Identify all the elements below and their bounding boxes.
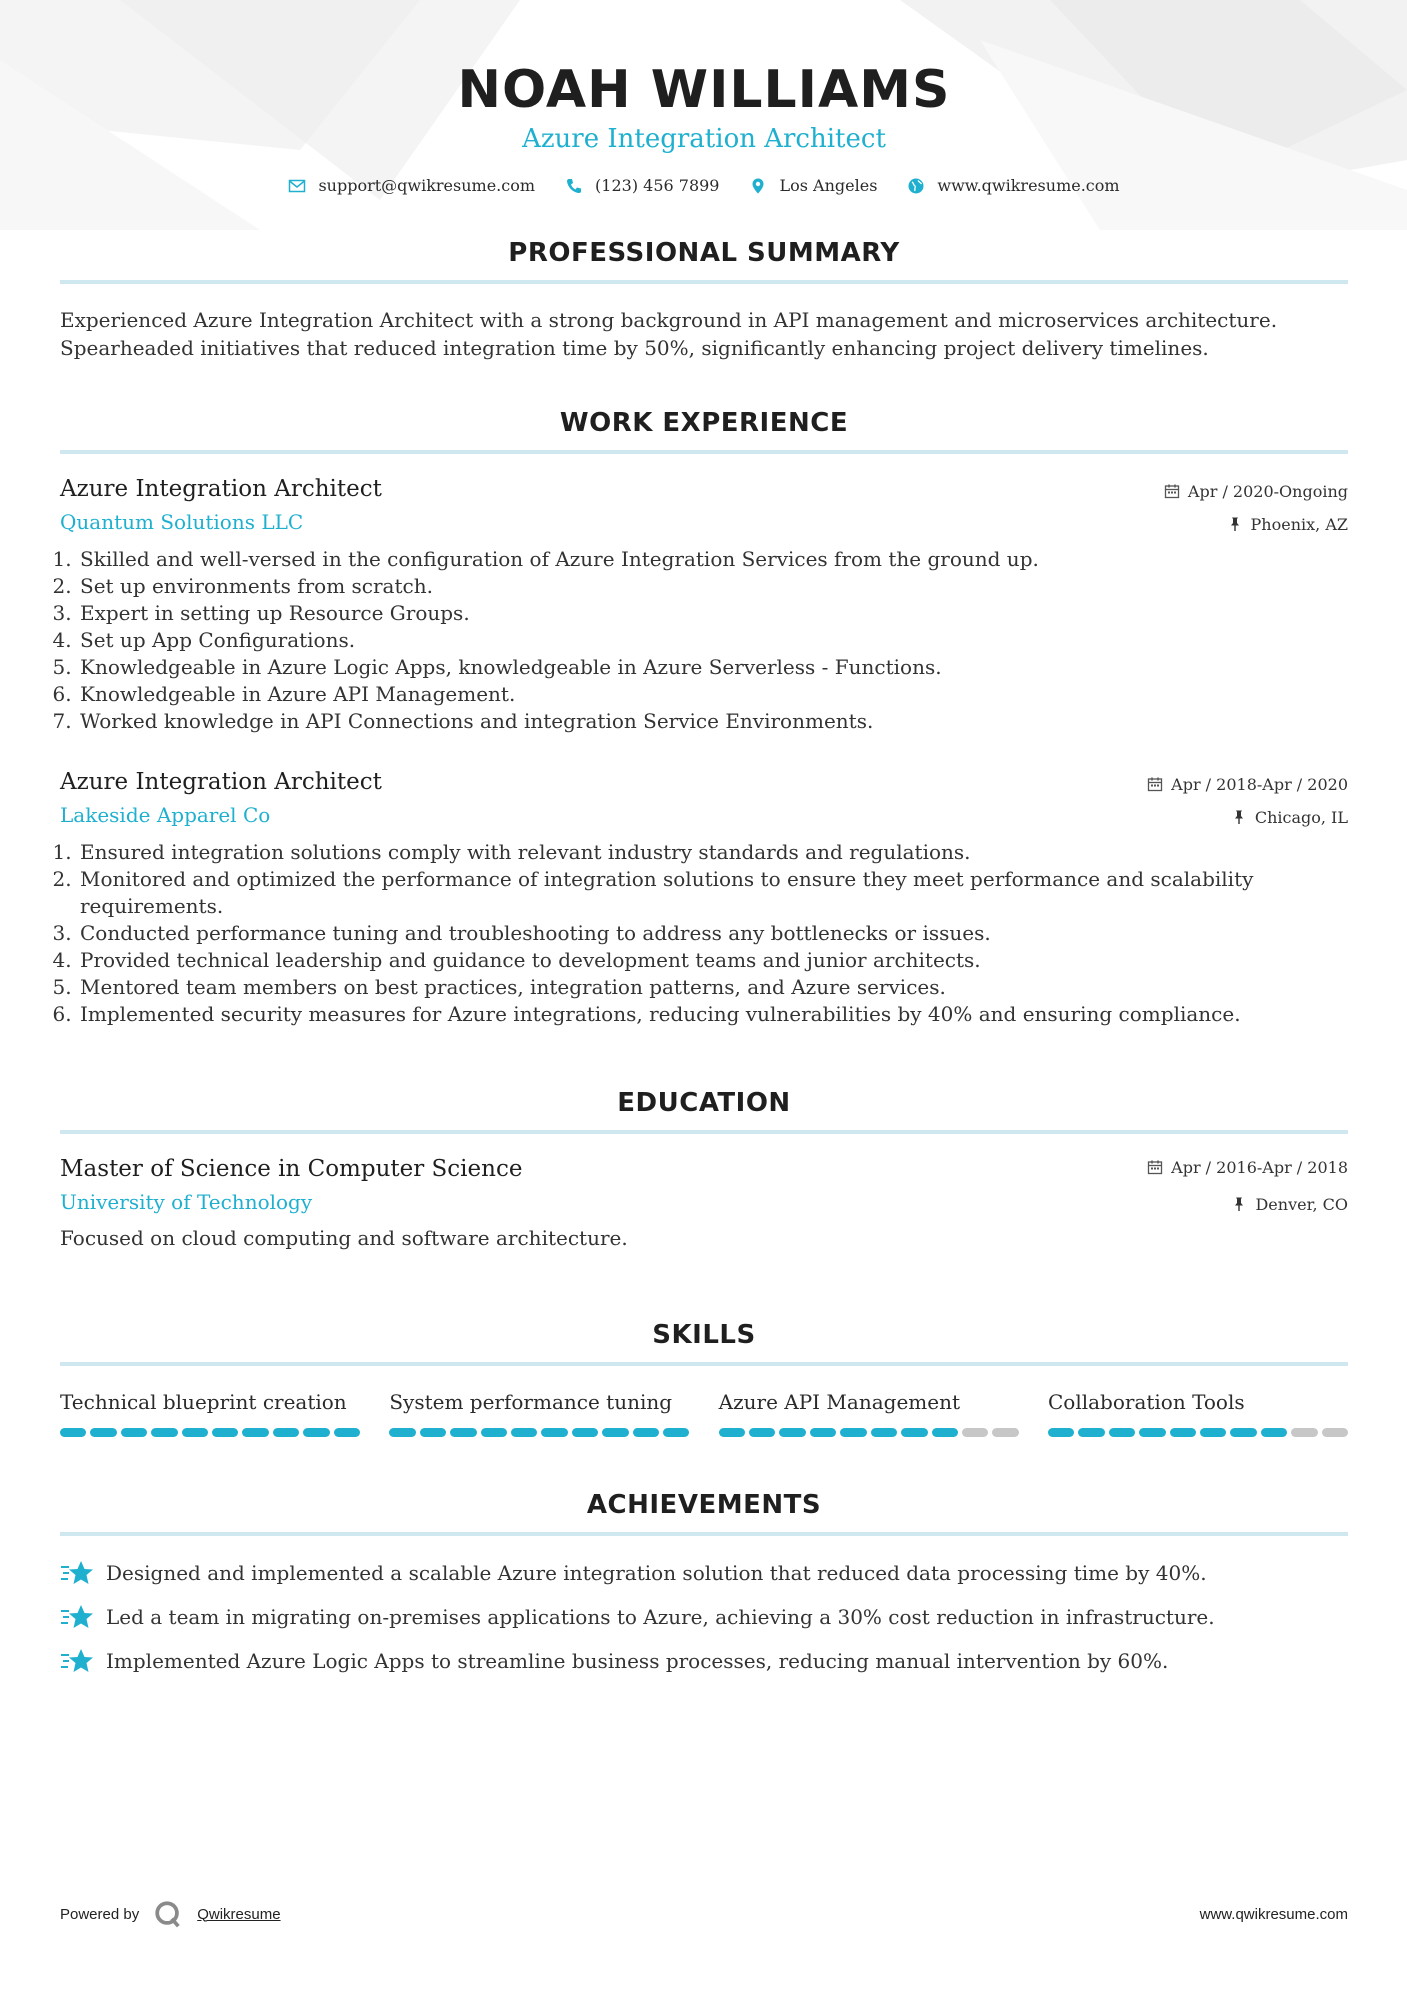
skill-dot-filled bbox=[932, 1428, 958, 1437]
education-description: Focused on cloud computing and software architecture. bbox=[60, 1226, 628, 1250]
skill-rating bbox=[719, 1428, 1019, 1437]
skills-list bbox=[60, 1390, 1348, 1437]
section-divider bbox=[60, 1532, 1348, 1536]
skill-dot-empty bbox=[1291, 1428, 1317, 1437]
skill-dot-filled bbox=[1261, 1428, 1287, 1437]
achievements-heading: ACHIEVEMENTS bbox=[586, 1490, 822, 1520]
job-dates: Apr / 2020-Ongoing bbox=[1187, 481, 1348, 501]
star-icon bbox=[60, 1646, 94, 1676]
email-text: support@qwikresume.com bbox=[318, 176, 536, 195]
skill-dot-filled bbox=[749, 1428, 775, 1437]
achievement-text: Implemented Azure Logic Apps to streamline business processes, reducing manual intervention by 60%. bbox=[106, 1649, 1169, 1673]
calendar-icon bbox=[1147, 1159, 1163, 1175]
skill-dot-filled bbox=[121, 1428, 147, 1437]
skill-dot-filled bbox=[663, 1428, 689, 1437]
company-name: Quantum Solutions LLC bbox=[60, 510, 304, 534]
skill-dot-filled bbox=[1048, 1428, 1074, 1437]
education-heading: EDUCATION bbox=[617, 1088, 791, 1118]
skill-dot-filled bbox=[450, 1428, 476, 1437]
pushpin-icon bbox=[1227, 516, 1243, 532]
skill-dot-filled bbox=[303, 1428, 329, 1437]
job-location: Chicago, IL bbox=[1254, 807, 1348, 827]
skill-rating bbox=[1048, 1428, 1348, 1437]
skills-heading: SKILLS bbox=[652, 1320, 756, 1350]
skill-dot-filled bbox=[633, 1428, 659, 1437]
list-item: 5. Knowledgeable in Azure Logic Apps, knowledgeable in Azure Serverless - Functions. bbox=[78, 654, 1348, 681]
skill-dot-filled bbox=[779, 1428, 805, 1437]
skill-dot-filled bbox=[60, 1428, 86, 1437]
education-meta bbox=[1147, 1156, 1348, 1215]
phone-text: (123) 456 7899 bbox=[595, 176, 720, 195]
skill-dot-filled bbox=[1109, 1428, 1135, 1437]
job-title: Azure Integration Architect bbox=[60, 769, 382, 795]
list-item: 6. Knowledgeable in Azure API Management. bbox=[78, 681, 1348, 708]
skill-name: Collaboration Tools bbox=[1047, 1390, 1245, 1414]
skill-dot-filled bbox=[273, 1428, 299, 1437]
experience-heading: WORK EXPERIENCE bbox=[559, 408, 849, 438]
contact-email[interactable] bbox=[288, 176, 535, 195]
section-divider bbox=[60, 450, 1348, 454]
contact-location bbox=[749, 176, 877, 195]
list-item: 1. Skilled and well-versed in the configuration of Azure Integration Services from the ground up. bbox=[78, 546, 1348, 573]
skills-section bbox=[60, 1320, 1348, 1437]
skill-dot-filled bbox=[389, 1428, 415, 1437]
skill-item bbox=[719, 1390, 1019, 1437]
achievement-item bbox=[60, 1558, 1348, 1588]
skill-dot-filled bbox=[481, 1428, 507, 1437]
pushpin-icon bbox=[1231, 809, 1247, 825]
skill-dot-filled bbox=[901, 1428, 927, 1437]
list-item: 1. Ensured integration solutions comply with relevant industry standards and regulations. bbox=[78, 839, 1348, 866]
achievements-section bbox=[60, 1490, 1348, 1676]
list-item: 7. Worked knowledge in API Connections and integration Service Environments. bbox=[78, 708, 1348, 735]
degree-title: Master of Science in Computer Science bbox=[60, 1156, 523, 1182]
candidate-title: Azure Integration Architect bbox=[522, 124, 886, 154]
list-item: 5. Mentored team members on best practices, integration patterns, and Azure services. bbox=[78, 974, 1348, 1001]
globe-icon bbox=[907, 177, 925, 195]
job-bullets bbox=[60, 839, 1348, 1028]
qwikresume-logo-icon bbox=[153, 1899, 183, 1929]
skill-item bbox=[389, 1390, 689, 1437]
star-icon bbox=[60, 1558, 94, 1588]
job-location: Phoenix, AZ bbox=[1250, 514, 1348, 534]
job-title: Azure Integration Architect bbox=[60, 476, 382, 502]
skill-dot-filled bbox=[541, 1428, 567, 1437]
resume-header bbox=[60, 0, 1348, 195]
skill-name: System performance tuning bbox=[389, 1390, 673, 1414]
phone-icon bbox=[565, 177, 583, 195]
footer-brand bbox=[60, 1899, 281, 1929]
skill-dot-empty bbox=[1322, 1428, 1348, 1437]
skill-dot-filled bbox=[1139, 1428, 1165, 1437]
skill-rating bbox=[60, 1428, 360, 1437]
job-bullets bbox=[60, 546, 1348, 735]
summary-heading: PROFESSIONAL SUMMARY bbox=[508, 238, 900, 268]
section-divider bbox=[60, 1130, 1348, 1134]
skill-dot-filled bbox=[719, 1428, 745, 1437]
list-item: 2. Set up environments from scratch. bbox=[78, 573, 1348, 600]
page-footer bbox=[60, 1898, 1348, 1930]
skill-dot-filled bbox=[511, 1428, 537, 1437]
school-name: University of Technology bbox=[60, 1190, 313, 1214]
list-item: 4. Provided technical leadership and guidance to development teams and junior architects. bbox=[78, 947, 1348, 974]
education-location: Denver, CO bbox=[1255, 1194, 1348, 1214]
section-divider bbox=[60, 1362, 1348, 1366]
skill-dot-empty bbox=[962, 1428, 988, 1437]
list-item: 2. Monitored and optimized the performance of integration solutions to ensure they meet performance and scalability requirements. bbox=[78, 866, 1348, 920]
candidate-name: NOAH WILLIAMS bbox=[457, 60, 951, 120]
list-item: 4. Set up App Configurations. bbox=[78, 627, 1348, 654]
achievement-text: Designed and implemented a scalable Azure integration solution that reduced data processing time by 40%. bbox=[106, 1561, 1207, 1585]
skill-dot-filled bbox=[1200, 1428, 1226, 1437]
contact-bar bbox=[60, 176, 1348, 195]
job-meta bbox=[1164, 480, 1348, 535]
achievement-text: Led a team in migrating on-premises applications to Azure, achieving a 30% cost reduction in infrastructure. bbox=[106, 1605, 1215, 1629]
star-icon bbox=[60, 1602, 94, 1632]
list-item: 3. Expert in setting up Resource Groups. bbox=[78, 600, 1348, 627]
skill-dot-filled bbox=[1170, 1428, 1196, 1437]
job-dates: Apr / 2018-Apr / 2020 bbox=[1171, 774, 1348, 794]
skill-dot-filled bbox=[1230, 1428, 1256, 1437]
calendar-icon bbox=[1164, 483, 1180, 499]
skill-dot-filled bbox=[1078, 1428, 1104, 1437]
job-entry bbox=[60, 476, 1348, 735]
skill-rating bbox=[389, 1428, 689, 1437]
skill-item bbox=[1048, 1390, 1348, 1437]
contact-website[interactable] bbox=[907, 176, 1119, 195]
website-text: www.qwikresume.com bbox=[937, 176, 1120, 195]
map-pin-icon bbox=[749, 177, 767, 195]
company-name: Lakeside Apparel Co bbox=[60, 803, 271, 827]
skill-dot-filled bbox=[212, 1428, 238, 1437]
pushpin-icon bbox=[1231, 1196, 1247, 1212]
email-icon bbox=[288, 177, 306, 195]
brand-link[interactable]: Qwikresume bbox=[197, 1905, 281, 1923]
skill-item bbox=[60, 1390, 360, 1437]
achievement-item bbox=[60, 1602, 1348, 1632]
footer-website[interactable]: www.qwikresume.com bbox=[1199, 1905, 1348, 1923]
skill-dot-filled bbox=[151, 1428, 177, 1437]
skill-dot-empty bbox=[992, 1428, 1018, 1437]
experience-section bbox=[60, 408, 1348, 1028]
skill-dot-filled bbox=[602, 1428, 628, 1437]
summary-text: Experienced Azure Integration Architect with a strong background in API management and microservices architecture. Spearheaded initiatives that reduced integration time by 50%, significantly enhancing project delivery timelines. bbox=[60, 308, 1278, 360]
summary-section bbox=[60, 238, 1348, 362]
resume-page bbox=[60, 0, 1348, 1673]
list-item: 6. Implemented security measures for Azure integrations, reducing vulnerabilities by 40% and ensuring compliance. bbox=[78, 1001, 1348, 1028]
skill-dot-filled bbox=[334, 1428, 360, 1437]
powered-by-label: Powered by bbox=[60, 1905, 140, 1923]
achievements-list bbox=[60, 1558, 1348, 1676]
job-meta bbox=[1147, 773, 1348, 828]
education-dates: Apr / 2016-Apr / 2018 bbox=[1171, 1157, 1348, 1177]
skill-dot-filled bbox=[242, 1428, 268, 1437]
education-entry bbox=[60, 1156, 1348, 1250]
skill-name: Azure API Management bbox=[718, 1390, 960, 1414]
job-entry bbox=[60, 769, 1348, 1028]
skill-dot-filled bbox=[420, 1428, 446, 1437]
contact-phone[interactable] bbox=[565, 176, 719, 195]
education-section bbox=[60, 1088, 1348, 1250]
skill-dot-filled bbox=[840, 1428, 866, 1437]
skill-name: Technical blueprint creation bbox=[60, 1390, 347, 1414]
calendar-icon bbox=[1147, 776, 1163, 792]
skill-dot-filled bbox=[810, 1428, 836, 1437]
skill-dot-filled bbox=[90, 1428, 116, 1437]
section-divider bbox=[60, 280, 1348, 284]
skill-dot-filled bbox=[182, 1428, 208, 1437]
skill-dot-filled bbox=[871, 1428, 897, 1437]
list-item: 3. Conducted performance tuning and troubleshooting to address any bottlenecks or issues. bbox=[78, 920, 1348, 947]
location-text: Los Angeles bbox=[779, 176, 878, 195]
achievement-item bbox=[60, 1646, 1348, 1676]
skill-dot-filled bbox=[572, 1428, 598, 1437]
